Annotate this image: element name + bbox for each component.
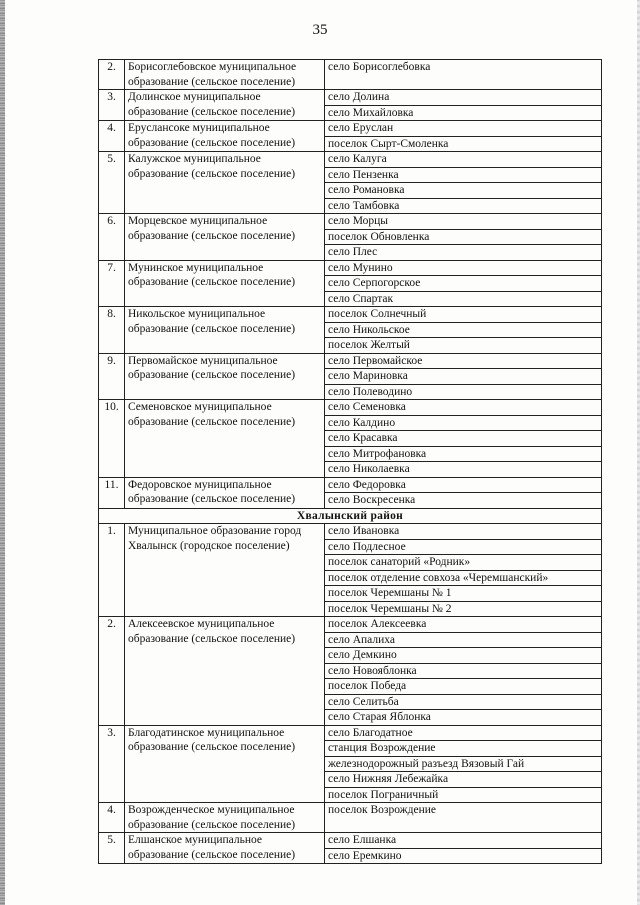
municipality-name: Долинское муниципальное образование (сельское поселение) (125, 90, 325, 121)
settlement-name: село Первомайское (325, 353, 602, 369)
municipality-table (98, 59, 602, 864)
entry-number: 10. (99, 400, 125, 478)
settlement-name: поселок Сырт-Смоленка (325, 136, 602, 152)
settlement-name: село Нижняя Лебежайка (325, 772, 602, 788)
settlement-name: село Михайловка (325, 105, 602, 121)
table-row (99, 60, 602, 90)
settlement-name: село Воскресенка (325, 493, 602, 509)
settlement-name: станция Возрождение (325, 741, 602, 757)
settlement-name: село Еруслан (325, 121, 602, 137)
table-row (99, 617, 602, 633)
settlement-name: село Долина (325, 90, 602, 106)
district-title: Хвалынский район (99, 508, 602, 524)
settlement-name: поселок отделение совхоза «Черемшанский» (325, 570, 602, 586)
table-row (99, 524, 602, 540)
municipality-name: Елшанское муниципальное образование (сельское поселение) (125, 833, 325, 864)
settlement-name: поселок Пограничный (325, 787, 602, 803)
entry-number: 1. (99, 524, 125, 617)
table-row (99, 803, 602, 833)
entry-number: 6. (99, 214, 125, 261)
settlement-name: село Подлесное (325, 539, 602, 555)
settlement-name: село Елшанка (325, 833, 602, 849)
entry-number: 8. (99, 307, 125, 354)
municipality-name: Семеновское муниципальное образование (сельское поселение) (125, 400, 325, 478)
table-row (99, 400, 602, 416)
municipality-table-body (99, 60, 602, 864)
table-row (99, 121, 602, 137)
municipality-name: Благодатинское муниципальное образование (сельское поселение) (125, 725, 325, 803)
settlement-name: село Старая Яблонка (325, 710, 602, 726)
settlement-name: село Демкино (325, 648, 602, 664)
entry-number: 3. (99, 725, 125, 803)
table-row (99, 152, 602, 168)
settlement-name: село Новояблонка (325, 663, 602, 679)
settlement-name: село Николаевка (325, 462, 602, 478)
entry-number: 2. (99, 617, 125, 726)
settlement-name: село Полеводино (325, 384, 602, 400)
settlement-name: поселок Солнечный (325, 307, 602, 323)
settlement-name: село Еремкино (325, 848, 602, 864)
municipality-name: Первомайское муниципальное образование (сельское поселение) (125, 353, 325, 400)
municipality-name: Еруслансоке муниципальное образование (сельское поселение) (125, 121, 325, 152)
settlement-name: село Мариновка (325, 369, 602, 385)
settlement-name: село Калдино (325, 415, 602, 431)
settlement-name: село Никольское (325, 322, 602, 338)
table-row (99, 214, 602, 230)
settlement-name: село Тамбовка (325, 198, 602, 214)
municipality-name: Возрожденческое муниципальное образование (сельское поселение) (125, 803, 325, 833)
entry-number: 3. (99, 90, 125, 121)
entry-number: 7. (99, 260, 125, 307)
municipality-name: Мунинское муниципальное образование (сельское поселение) (125, 260, 325, 307)
settlement-name: село Спартак (325, 291, 602, 307)
table-row (99, 260, 602, 276)
settlement-name: поселок Желтый (325, 338, 602, 354)
settlement-name: село Ивановка (325, 524, 602, 540)
settlement-name: поселок Черемшаны № 2 (325, 601, 602, 617)
entry-number: 2. (99, 60, 125, 90)
entry-number: 5. (99, 833, 125, 864)
district-row (99, 508, 602, 524)
table-row (99, 353, 602, 369)
table-row (99, 833, 602, 849)
settlement-name: село Красавка (325, 431, 602, 447)
municipality-name: Никольское муниципальное образование (сельское поселение) (125, 307, 325, 354)
entry-number: 9. (99, 353, 125, 400)
settlement-name: поселок Возрождение (325, 803, 602, 833)
municipality-name: Калужское муниципальное образование (сельское поселение) (125, 152, 325, 214)
municipality-name: Федоровское муниципальное образование (сельское поселение) (125, 477, 325, 508)
scan-edge-left (0, 0, 5, 905)
settlement-name: поселок Черемшаны № 1 (325, 586, 602, 602)
settlement-name: село Калуга (325, 152, 602, 168)
settlement-name: поселок Алексеевка (325, 617, 602, 633)
settlement-name: село Благодатное (325, 725, 602, 741)
settlement-name: село Романовка (325, 183, 602, 199)
table-row (99, 307, 602, 323)
settlement-name: железнодорожный разъезд Вязовый Гай (325, 756, 602, 772)
settlement-name: село Мунино (325, 260, 602, 276)
settlement-name: село Селитьба (325, 694, 602, 710)
municipality-name: Борисоглебовское муниципальное образование (сельское поселение) (125, 60, 325, 90)
municipality-name: Алексеевское муниципальное образование (сельское поселение) (125, 617, 325, 726)
settlement-name: село Плес (325, 245, 602, 261)
entry-number: 4. (99, 121, 125, 152)
municipality-name: Морцевское муниципальное образование (сельское поселение) (125, 214, 325, 261)
entry-number: 4. (99, 803, 125, 833)
settlement-name: село Серпогорское (325, 276, 602, 292)
page-number: 35 (312, 22, 328, 38)
settlement-name: село Федоровка (325, 477, 602, 493)
settlement-name: поселок Обновленка (325, 229, 602, 245)
municipality-name: Муниципальное образование город Хвалынск (городское поселение) (125, 524, 325, 617)
table-row (99, 477, 602, 493)
settlement-name: село Пензенка (325, 167, 602, 183)
table-row (99, 725, 602, 741)
entry-number: 11. (99, 477, 125, 508)
settlement-name: село Семеновка (325, 400, 602, 416)
settlement-name: село Морцы (325, 214, 602, 230)
settlement-name: село Апалиха (325, 632, 602, 648)
settlement-name: поселок санаторий «Родник» (325, 555, 602, 571)
settlement-name: поселок Победа (325, 679, 602, 695)
settlement-name: село Борисоглебовка (325, 60, 602, 90)
table-row (99, 90, 602, 106)
settlement-name: село Митрофановка (325, 446, 602, 462)
entry-number: 5. (99, 152, 125, 214)
